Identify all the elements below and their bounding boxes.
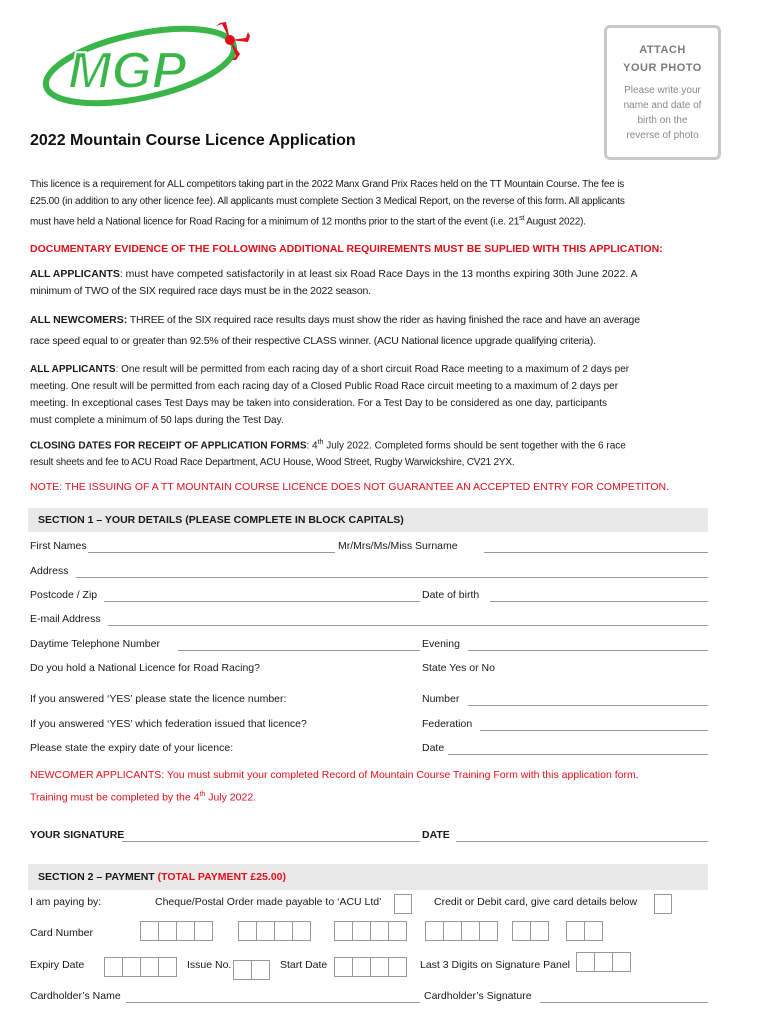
section-2-header: SECTION 2 – PAYMENT (TOTAL PAYMENT £25.00) — [28, 864, 708, 890]
photo-note-2: name and date of — [623, 100, 702, 111]
mgp-logo — [40, 18, 255, 108]
cardholder-signature-field[interactable] — [540, 1002, 708, 1003]
state-yes-no-label: State Yes or No — [422, 662, 495, 674]
req-newcomers: ALL NEWCOMERS: THREE of the SIX required race results days must show the rider as having finished the race and have an average race speed equal to or greater than 92.5% of their respective CLASS winner. (ACU National licence upgrade qualifying criteria). — [30, 314, 640, 347]
start-date-boxes[interactable] — [334, 957, 406, 977]
evening-label: Evening — [422, 638, 460, 650]
first-names-field[interactable] — [88, 552, 335, 553]
req-all-applicants: ALL APPLICANTS: must have competed satisfactorily in at least six Road Race Days in the 13 months expiring 30th June 2022. A minimum of TWO of the SIX required race days must be in the 2022 season. — [30, 268, 638, 297]
photo-note-4: reverse of photo — [626, 130, 699, 141]
surname-label: Mr/Mrs/Ms/Miss Surname — [338, 540, 458, 552]
section-1-header: SECTION 1 – YOUR DETAILS (PLEASE COMPLETE IN BLOCK CAPITALS) — [28, 508, 708, 532]
card-number-group-5[interactable] — [512, 921, 548, 941]
last-three-digits-label: Last 3 Digits on Signature Panel — [420, 959, 571, 971]
closing-dates: CLOSING DATES FOR RECEIPT OF APPLICATION FORMS: 4th July 2022. Completed forms should be sent together with the 6 race result sheets and fee to ACU Road Race Department, ACU House, Wood Street, Rugby Warwickshire, CV21 2YX. — [30, 439, 626, 469]
expiry-date-boxes[interactable] — [104, 957, 176, 977]
address-label: Address — [30, 565, 69, 577]
expiry-date-card-label: Expiry Date — [30, 959, 85, 971]
intro-line-1: This licence is a requirement for ALL competitors taking part in the 2022 Manx Grand Prix Races held on the TT Mountain Course. The fee is — [30, 179, 625, 190]
licence-number-question: If you answered ‘YES’ please state the licence number: — [30, 693, 287, 705]
photo-placeholder[interactable] — [604, 25, 721, 160]
req-results: ALL APPLICANTS: One result will be permitted from each racing day of a short circuit Road Race meeting to a maximum of 2 days per meeting. One result will be permitted from each racing day of a Closed Public Road Race circuit meeting to a maximum of 2 days per meeting. In exceptional cases Test Days may be taken into consideration. For a Test Day to be considered as one day, participants must complete a minimum of 50 laps during the Test Day. — [30, 364, 630, 426]
signature-date-label: DATE — [422, 829, 450, 841]
federation-label: Federation — [422, 718, 473, 730]
email-label: E-mail Address — [30, 613, 101, 625]
photo-note — [607, 83, 718, 143]
newcomer-note: NEWCOMER APPLICANTS: You must submit your completed Record of Mountain Course Training Form with this application form. Training must be completed by the 4th July 2022. — [30, 769, 639, 804]
issue-number-boxes[interactable] — [233, 960, 269, 980]
expiry-date-field[interactable] — [448, 754, 708, 755]
issue-number-label: Issue No. — [187, 959, 232, 971]
card-number-group-2[interactable] — [238, 921, 310, 941]
dob-field[interactable] — [490, 601, 708, 602]
expiry-date-label: Date — [422, 742, 445, 754]
signature-date-field[interactable] — [456, 841, 708, 842]
card-number-group-6[interactable] — [566, 921, 602, 941]
intro-paragraph — [30, 176, 720, 230]
card-option-label: Credit or Debit card, give card details below — [434, 896, 638, 908]
intro-line-3: must have held a National licence for Road Racing for a minimum of 12 months prior to the start of the event (i.e. 21st August 2022). — [30, 215, 586, 228]
yes-no-field[interactable] — [508, 674, 708, 675]
cheque-option-label: Cheque/Postal Order made payable to ‘ACU Ltd’ — [155, 896, 382, 908]
number-label: Number — [422, 693, 460, 705]
cardholder-name-field[interactable] — [126, 1002, 420, 1003]
licence-number-field[interactable] — [468, 705, 708, 706]
address-field[interactable] — [76, 577, 708, 578]
daytime-phone-label: Daytime Telephone Number — [30, 638, 160, 650]
cardholder-name-label: Cardholder’s Name — [30, 990, 121, 1002]
paying-by-label: I am paying by: — [30, 896, 102, 908]
national-licence-question: Do you hold a National Licence for Road Racing? — [30, 662, 260, 674]
page-title: 2022 Mountain Course Licence Application — [30, 132, 356, 149]
email-field[interactable] — [108, 625, 708, 626]
postcode-field[interactable] — [104, 601, 420, 602]
dob-label: Date of birth — [422, 589, 480, 601]
your-signature-label: YOUR SIGNATURE — [30, 829, 125, 841]
note: NOTE: THE ISSUING OF A TT MOUNTAIN COURSE LICENCE DOES NOT GUARANTEE AN ACCEPTED ENTRY FOR COMPETITON. — [30, 481, 670, 493]
cardholder-signature-label: Cardholder’s Signature — [424, 990, 532, 1002]
surname-field[interactable] — [484, 552, 708, 553]
intro-line-2: £25.00 (in addition to any other licence fee). All applicants must complete Section 3 Medical Report, on the reverse of this form. All applicants — [30, 196, 625, 207]
photo-heading-2: YOUR PHOTO — [623, 62, 702, 74]
card-number-group-3[interactable] — [334, 921, 406, 941]
your-signature-field[interactable] — [122, 841, 420, 842]
daytime-phone-field[interactable] — [178, 650, 420, 651]
photo-note-1: Please write your — [624, 85, 701, 96]
last-three-digits-boxes[interactable] — [576, 952, 630, 972]
photo-note-3: birth on the — [637, 115, 688, 126]
photo-heading-1: ATTACH — [639, 44, 686, 56]
card-number-label: Card Number — [30, 927, 94, 939]
logo-text: MGP — [68, 42, 187, 100]
doc-heading: DOCUMENTARY EVIDENCE OF THE FOLLOWING ADDITIONAL REQUIREMENTS MUST BE SUPLIED WITH THIS APPLICATION: — [30, 243, 663, 255]
card-checkbox[interactable] — [654, 894, 672, 914]
card-number-group-1[interactable] — [140, 921, 212, 941]
expiry-question: Please state the expiry date of your licence: — [30, 742, 234, 754]
postcode-label: Postcode / Zip — [30, 589, 98, 601]
start-date-label: Start Date — [280, 959, 328, 971]
cheque-checkbox[interactable] — [394, 894, 412, 914]
federation-question: If you answered ‘YES’ which federation issued that licence? — [30, 718, 307, 730]
first-names-label: First Names — [30, 540, 87, 552]
evening-phone-field[interactable] — [468, 650, 708, 651]
card-number-group-4[interactable] — [425, 921, 497, 941]
federation-field[interactable] — [480, 730, 708, 731]
